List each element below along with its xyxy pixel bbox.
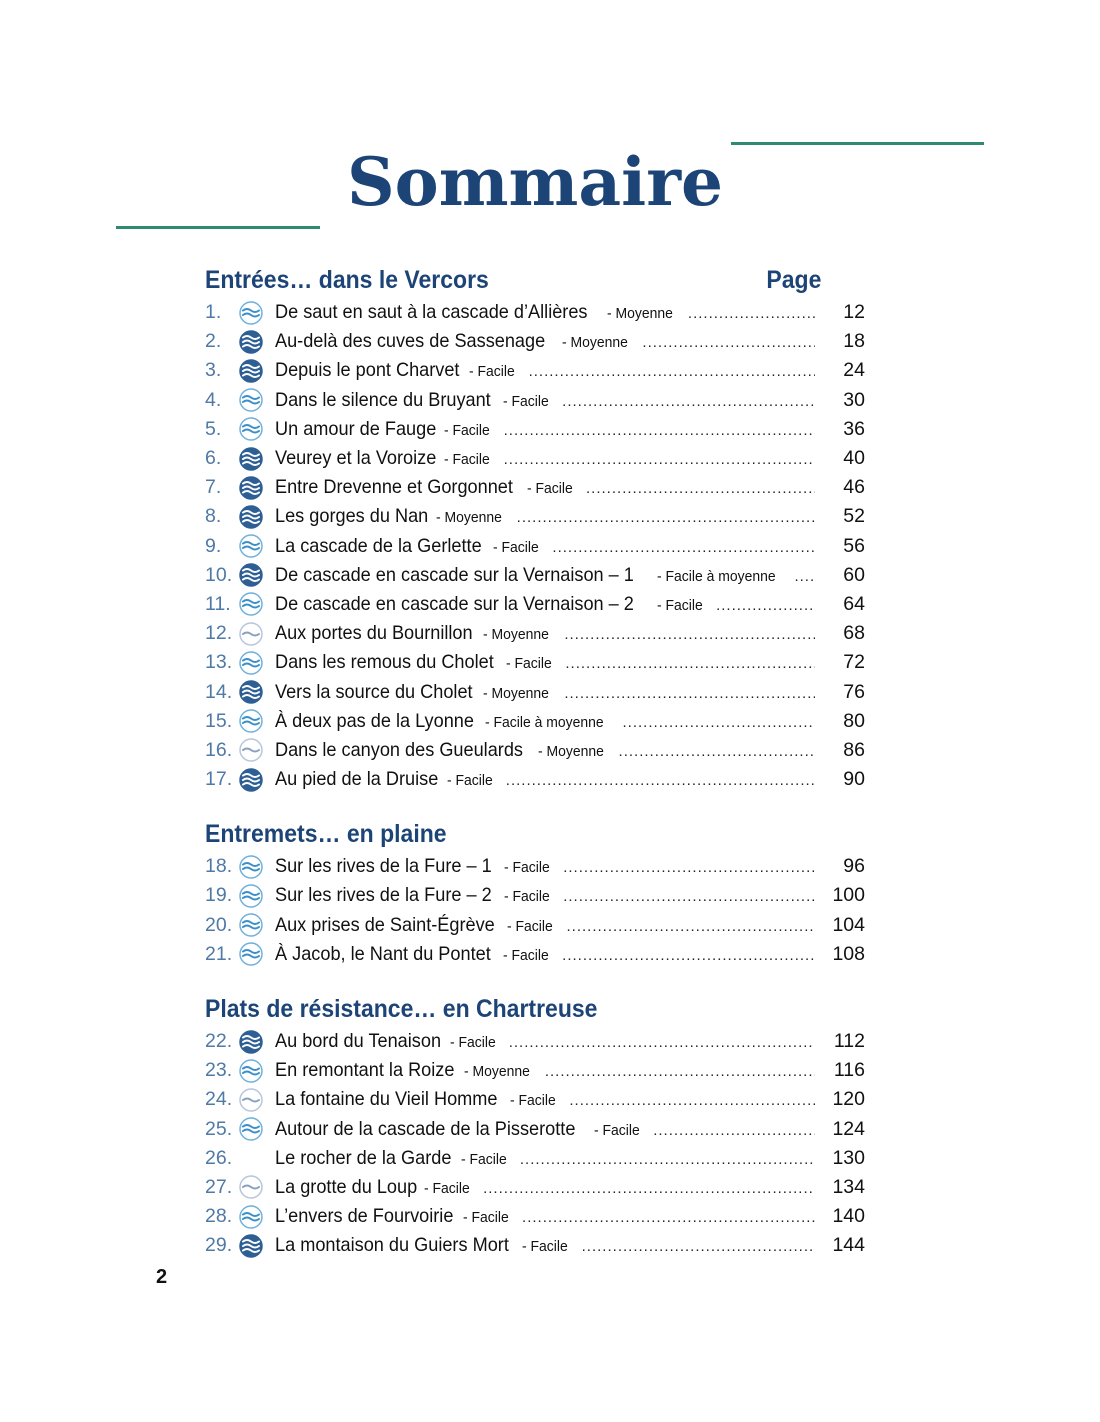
entry-icon-slot bbox=[239, 1205, 275, 1229]
entry-number: 26. bbox=[205, 1146, 233, 1169]
toc-entry[interactable] bbox=[205, 327, 875, 356]
dot-leader bbox=[483, 1180, 815, 1197]
entry-title: Le rocher de la Garde bbox=[275, 1146, 452, 1169]
entry-number: 9. bbox=[205, 534, 222, 557]
toc-entry[interactable] bbox=[205, 1056, 875, 1085]
section-heading: Entremets… en plaine bbox=[205, 820, 447, 849]
entry-text bbox=[275, 739, 823, 762]
entry-difficulty: - Facile bbox=[423, 1179, 470, 1197]
entry-icon-slot bbox=[239, 768, 275, 792]
entry-icon-slot bbox=[239, 1059, 275, 1083]
toc-entry[interactable] bbox=[205, 677, 875, 706]
entry-text bbox=[275, 418, 823, 441]
toc-entry[interactable] bbox=[205, 473, 875, 502]
dot-leader bbox=[716, 597, 815, 614]
entry-number: 5. bbox=[205, 417, 222, 440]
entry-page: 90 bbox=[843, 768, 865, 791]
entry-title: Sur les rives de la Fure – 2 bbox=[275, 884, 492, 907]
dot-leader bbox=[522, 1209, 815, 1226]
dot-leader bbox=[529, 363, 815, 380]
entry-text bbox=[275, 593, 823, 616]
moderate-wave-icon bbox=[239, 1117, 263, 1141]
weak-wave-icon bbox=[239, 622, 263, 646]
entry-title: Vers la source du Cholet bbox=[275, 680, 473, 703]
entry-title: À Jacob, le Nant du Pontet bbox=[275, 942, 491, 965]
toc-entry[interactable] bbox=[205, 648, 875, 677]
section-spacer bbox=[205, 794, 875, 816]
entry-icon-slot bbox=[239, 359, 275, 383]
page-number: 2 bbox=[156, 1266, 168, 1288]
weak-wave-icon bbox=[239, 1175, 263, 1199]
entry-icon-slot bbox=[239, 709, 275, 733]
entry-icon-slot bbox=[239, 1117, 275, 1141]
toc-entry-list bbox=[205, 298, 875, 794]
section-spacer bbox=[205, 969, 875, 991]
entry-difficulty: - Facile bbox=[444, 421, 491, 439]
section-heading-row bbox=[205, 262, 821, 298]
entry-page: 104 bbox=[832, 913, 865, 936]
toc-entry[interactable] bbox=[205, 852, 875, 881]
entry-title: L’envers de Fourvoirie bbox=[275, 1205, 454, 1228]
dot-leader bbox=[653, 1122, 815, 1139]
toc-entry[interactable] bbox=[205, 707, 875, 736]
entry-difficulty: - Moyenne bbox=[537, 742, 604, 760]
entry-text bbox=[275, 535, 823, 558]
entry-icon-slot bbox=[239, 680, 275, 704]
moderate-wave-icon bbox=[239, 301, 263, 325]
entry-title: Dans les remous du Cholet bbox=[275, 651, 494, 674]
entry-icon-slot bbox=[239, 330, 275, 354]
entry-icon-slot bbox=[239, 505, 275, 529]
entry-title: La grotte du Loup bbox=[275, 1175, 418, 1198]
dot-leader bbox=[623, 714, 815, 731]
entry-difficulty: - Facile bbox=[493, 538, 539, 556]
entry-difficulty: - Facile bbox=[526, 480, 573, 498]
moderate-wave-icon bbox=[239, 651, 263, 675]
entry-text bbox=[275, 476, 823, 499]
moderate-wave-icon bbox=[239, 884, 263, 908]
entry-number: 29. bbox=[205, 1234, 233, 1257]
strong-wave-icon bbox=[239, 680, 263, 704]
entry-text bbox=[275, 1147, 823, 1170]
entry-page: 56 bbox=[843, 534, 865, 557]
section-heading: Plats de résistance… en Chartreuse bbox=[205, 994, 598, 1023]
dot-leader bbox=[509, 1034, 815, 1051]
entry-text bbox=[275, 1234, 823, 1257]
dot-leader bbox=[566, 918, 815, 935]
entry-title: Aux prises de Saint-Égrève bbox=[275, 913, 495, 936]
strong-wave-icon bbox=[239, 1234, 263, 1258]
strong-wave-icon bbox=[239, 359, 263, 383]
entry-title: La cascade de la Gerlette bbox=[275, 534, 482, 557]
entry-title: La montaison du Guiers Mort bbox=[275, 1234, 509, 1257]
entry-icon-slot bbox=[239, 1234, 275, 1258]
entry-page: 86 bbox=[843, 738, 865, 761]
entry-number: 19. bbox=[205, 884, 233, 907]
entry-icon-slot bbox=[239, 622, 275, 646]
entry-page: 30 bbox=[843, 388, 865, 411]
table-of-contents bbox=[205, 262, 875, 1260]
entry-difficulty: - Facile bbox=[656, 596, 703, 614]
entry-icon-slot bbox=[239, 913, 275, 937]
entry-number: 24. bbox=[205, 1088, 233, 1111]
entry-difficulty: - Facile bbox=[510, 1092, 556, 1110]
entry-page: 46 bbox=[843, 476, 865, 499]
entry-number: 13. bbox=[205, 651, 233, 674]
dot-leader bbox=[506, 772, 815, 789]
entry-page: 80 bbox=[843, 709, 865, 732]
entry-number: 23. bbox=[205, 1059, 233, 1082]
toc-entry[interactable] bbox=[205, 532, 875, 561]
dot-leader bbox=[563, 888, 815, 905]
entry-difficulty: - Facile bbox=[522, 1238, 569, 1256]
dot-leader bbox=[582, 1238, 815, 1255]
entry-number: 16. bbox=[205, 738, 233, 761]
entry-difficulty: - Moyenne bbox=[561, 334, 628, 352]
moderate-wave-icon bbox=[239, 942, 263, 966]
toc-entry[interactable] bbox=[205, 736, 875, 765]
entry-text bbox=[275, 855, 823, 878]
entry-number: 3. bbox=[205, 359, 222, 382]
entry-title: Dans le canyon des Gueulards bbox=[275, 738, 524, 761]
moderate-wave-icon bbox=[239, 1205, 263, 1229]
entry-page: 134 bbox=[832, 1175, 865, 1198]
moderate-wave-icon bbox=[239, 417, 263, 441]
entry-title: Autour de la cascade de la Pisserotte bbox=[275, 1117, 576, 1140]
entry-icon-slot bbox=[239, 855, 275, 879]
moderate-wave-icon bbox=[239, 855, 263, 879]
entry-icon-slot bbox=[239, 1088, 275, 1112]
entry-title: En remontant la Roize bbox=[275, 1059, 455, 1082]
entry-difficulty: - Facile bbox=[504, 888, 550, 906]
entry-number: 28. bbox=[205, 1205, 233, 1228]
decorative-rule-bottom bbox=[116, 226, 320, 229]
toc-entry[interactable] bbox=[205, 415, 875, 444]
entry-title: Depuis le pont Charvet bbox=[275, 359, 460, 382]
entry-page: 24 bbox=[843, 359, 865, 382]
moderate-wave-icon bbox=[239, 1059, 263, 1083]
entry-difficulty: - Facile bbox=[504, 859, 550, 877]
dot-leader bbox=[504, 422, 815, 439]
toc-entry[interactable] bbox=[205, 881, 875, 910]
entry-number: 14. bbox=[205, 680, 233, 703]
entry-difficulty: - Moyenne bbox=[607, 305, 673, 323]
entry-title: Au-delà des cuves de Sassenage bbox=[275, 330, 546, 353]
entry-icon-slot bbox=[239, 301, 275, 325]
entry-text bbox=[275, 1059, 823, 1082]
entry-number: 4. bbox=[205, 388, 222, 411]
entry-icon-slot bbox=[239, 417, 275, 441]
entry-title: De saut en saut à la cascade d’Allières bbox=[275, 301, 588, 324]
entry-page: 144 bbox=[832, 1234, 865, 1257]
entry-number: 21. bbox=[205, 942, 233, 965]
entry-number: 11. bbox=[205, 592, 231, 615]
dot-leader bbox=[569, 1092, 815, 1109]
entry-page: 124 bbox=[832, 1117, 865, 1140]
entry-page: 18 bbox=[843, 330, 865, 353]
toc-entry[interactable] bbox=[205, 1027, 875, 1056]
toc-entry[interactable] bbox=[205, 619, 875, 648]
moderate-wave-icon bbox=[239, 592, 263, 616]
entry-text bbox=[275, 301, 823, 324]
dot-leader bbox=[552, 539, 815, 556]
entry-title: Dans le silence du Bruyant bbox=[275, 388, 491, 411]
section-heading-row bbox=[205, 991, 821, 1027]
toc-entry[interactable] bbox=[205, 1115, 875, 1144]
entry-icon-slot bbox=[239, 884, 275, 908]
entry-page: 100 bbox=[832, 884, 865, 907]
entry-page: 64 bbox=[843, 592, 865, 615]
toc-entry[interactable] bbox=[205, 1144, 875, 1173]
entry-text bbox=[275, 710, 823, 733]
entry-text bbox=[275, 505, 823, 528]
entry-difficulty: - Facile bbox=[444, 451, 491, 469]
entry-page: 68 bbox=[843, 622, 865, 645]
entry-title: Aux portes du Bournillon bbox=[275, 622, 473, 645]
entry-text bbox=[275, 1088, 823, 1111]
toc-entry[interactable] bbox=[205, 1231, 875, 1260]
entry-text bbox=[275, 651, 823, 674]
moderate-wave-icon bbox=[239, 534, 263, 558]
entry-difficulty: - Facile à moyenne bbox=[656, 567, 776, 585]
entry-page: 108 bbox=[832, 942, 865, 965]
dot-leader bbox=[517, 509, 815, 526]
entry-difficulty: - Moyenne bbox=[483, 626, 550, 644]
page-title: Sommaire bbox=[347, 143, 723, 221]
entry-text bbox=[275, 1176, 823, 1199]
entry-difficulty: - Facile bbox=[502, 392, 549, 410]
dot-leader bbox=[619, 743, 815, 760]
dot-leader bbox=[545, 1063, 815, 1080]
entry-icon-slot bbox=[239, 388, 275, 412]
entry-text bbox=[275, 681, 823, 704]
entry-text bbox=[275, 884, 823, 907]
entry-title: Veurey et la Voroize bbox=[275, 447, 437, 470]
entry-difficulty: - Facile bbox=[507, 917, 554, 935]
dot-leader bbox=[564, 685, 815, 702]
entry-difficulty: - Facile à moyenne bbox=[484, 713, 604, 731]
moderate-wave-icon bbox=[239, 709, 263, 733]
entry-page: 52 bbox=[843, 505, 865, 528]
section-heading-row bbox=[205, 816, 821, 852]
entry-text bbox=[275, 1118, 823, 1141]
entry-difficulty: - Facile bbox=[506, 655, 552, 673]
toc-entry[interactable] bbox=[205, 444, 875, 473]
entry-text bbox=[275, 564, 823, 587]
entry-page: 76 bbox=[843, 680, 865, 703]
entry-text bbox=[275, 359, 823, 382]
entry-number: 6. bbox=[205, 447, 222, 470]
moderate-wave-icon bbox=[239, 913, 263, 937]
entry-text bbox=[275, 914, 823, 937]
strong-wave-icon bbox=[239, 330, 263, 354]
page-column-header: Page bbox=[766, 266, 822, 294]
toc-entry[interactable] bbox=[205, 911, 875, 940]
dot-leader bbox=[688, 305, 815, 322]
entry-number: 20. bbox=[205, 913, 233, 936]
entry-page: 140 bbox=[832, 1205, 865, 1228]
weak-wave-icon bbox=[239, 738, 263, 762]
entry-text bbox=[275, 622, 823, 645]
strong-wave-icon bbox=[239, 563, 263, 587]
entry-title: Entre Drevenne et Gorgonnet bbox=[275, 476, 513, 499]
strong-wave-icon bbox=[239, 505, 263, 529]
entry-page: 40 bbox=[843, 447, 865, 470]
entry-title: De cascade en cascade sur la Vernaison – 2 bbox=[275, 592, 634, 615]
entry-text bbox=[275, 447, 823, 470]
entry-page: 12 bbox=[843, 301, 865, 324]
entry-difficulty: - Facile bbox=[469, 363, 516, 381]
entry-page: 112 bbox=[833, 1030, 865, 1053]
entry-text bbox=[275, 330, 823, 353]
entry-page: 96 bbox=[843, 855, 865, 878]
entry-title: La fontaine du Vieil Homme bbox=[275, 1088, 498, 1111]
strong-wave-icon bbox=[239, 1030, 263, 1054]
entry-difficulty: - Facile bbox=[462, 1209, 509, 1227]
dot-leader bbox=[564, 626, 815, 643]
entry-number: 22. bbox=[205, 1030, 233, 1053]
toc-entry[interactable] bbox=[205, 356, 875, 385]
strong-wave-icon bbox=[239, 768, 263, 792]
dot-leader bbox=[642, 334, 815, 351]
dot-leader bbox=[563, 859, 815, 876]
entry-number: 7. bbox=[205, 476, 222, 499]
entry-page: 60 bbox=[843, 563, 865, 586]
entry-text bbox=[275, 1030, 823, 1053]
entry-text bbox=[275, 1205, 823, 1228]
entry-title: Sur les rives de la Fure – 1 bbox=[275, 855, 492, 878]
entry-number: 17. bbox=[205, 768, 233, 791]
entry-icon-slot bbox=[239, 447, 275, 471]
entry-number: 1. bbox=[205, 301, 222, 324]
entry-difficulty: - Facile bbox=[446, 772, 493, 790]
toc-entry[interactable] bbox=[205, 386, 875, 415]
entry-difficulty: - Moyenne bbox=[435, 509, 502, 527]
entry-page: 116 bbox=[833, 1059, 865, 1082]
entry-icon-slot bbox=[239, 592, 275, 616]
entry-number: 18. bbox=[205, 855, 233, 878]
entry-icon-slot bbox=[239, 942, 275, 966]
toc-entry[interactable] bbox=[205, 298, 875, 327]
section-heading: Entrées… dans le Vercors bbox=[205, 266, 489, 294]
dot-leader bbox=[565, 655, 815, 672]
entry-number: 2. bbox=[205, 330, 222, 353]
dot-leader bbox=[520, 1151, 815, 1168]
entry-number: 12. bbox=[205, 622, 233, 645]
entry-difficulty: - Facile bbox=[449, 1034, 496, 1052]
entry-title: Les gorges du Nan bbox=[275, 505, 429, 528]
entry-page: 120 bbox=[832, 1088, 865, 1111]
entry-icon-slot bbox=[239, 476, 275, 500]
entry-number: 8. bbox=[205, 505, 222, 528]
entry-icon-slot bbox=[239, 534, 275, 558]
entry-number: 25. bbox=[205, 1117, 233, 1140]
entry-difficulty: - Facile bbox=[502, 946, 549, 964]
entry-number: 10. bbox=[205, 563, 233, 586]
entry-difficulty: - Facile bbox=[460, 1150, 507, 1168]
toc-entry[interactable] bbox=[205, 940, 875, 969]
dot-leader bbox=[504, 451, 815, 468]
entry-title: De cascade en cascade sur la Vernaison – 1 bbox=[275, 563, 634, 586]
weak-wave-icon bbox=[239, 1088, 263, 1112]
toc-entry[interactable] bbox=[205, 1202, 875, 1231]
toc-entry[interactable] bbox=[205, 502, 875, 531]
moderate-wave-icon bbox=[239, 388, 263, 412]
entry-difficulty: - Moyenne bbox=[463, 1063, 530, 1081]
toc-entry[interactable] bbox=[205, 1085, 875, 1114]
entry-title: Au bord du Tenaison bbox=[275, 1030, 442, 1053]
entry-title: Un amour de Fauge bbox=[275, 417, 437, 440]
dot-leader bbox=[562, 393, 815, 410]
entry-number: 15. bbox=[205, 709, 233, 732]
entry-icon-slot bbox=[239, 1030, 275, 1054]
toc-entry[interactable] bbox=[205, 561, 875, 590]
entry-text bbox=[275, 389, 823, 412]
entry-icon-slot bbox=[239, 651, 275, 675]
dot-leader bbox=[562, 947, 815, 964]
strong-wave-icon bbox=[239, 476, 263, 500]
toc-entry-list bbox=[205, 852, 875, 969]
dot-leader bbox=[586, 480, 815, 497]
toc-entry[interactable] bbox=[205, 1173, 875, 1202]
entry-text bbox=[275, 943, 823, 966]
entry-page: 36 bbox=[843, 417, 865, 440]
entry-text bbox=[275, 768, 823, 791]
entry-title: Au pied de la Druise bbox=[275, 768, 439, 791]
entry-difficulty: - Moyenne bbox=[483, 684, 550, 702]
dot-leader bbox=[794, 568, 815, 585]
entry-icon-slot bbox=[239, 738, 275, 762]
entry-title: À deux pas de la Lyonne bbox=[275, 709, 474, 732]
entry-icon-slot bbox=[239, 1175, 275, 1199]
strong-wave-icon bbox=[239, 447, 263, 471]
entry-icon-slot bbox=[239, 563, 275, 587]
entry-page: 72 bbox=[843, 651, 865, 674]
toc-entry[interactable] bbox=[205, 590, 875, 619]
toc-entry-list bbox=[205, 1027, 875, 1261]
toc-entry[interactable] bbox=[205, 765, 875, 794]
entry-difficulty: - Facile bbox=[594, 1121, 640, 1139]
entry-page: 130 bbox=[832, 1146, 865, 1169]
entry-number: 27. bbox=[205, 1175, 233, 1198]
